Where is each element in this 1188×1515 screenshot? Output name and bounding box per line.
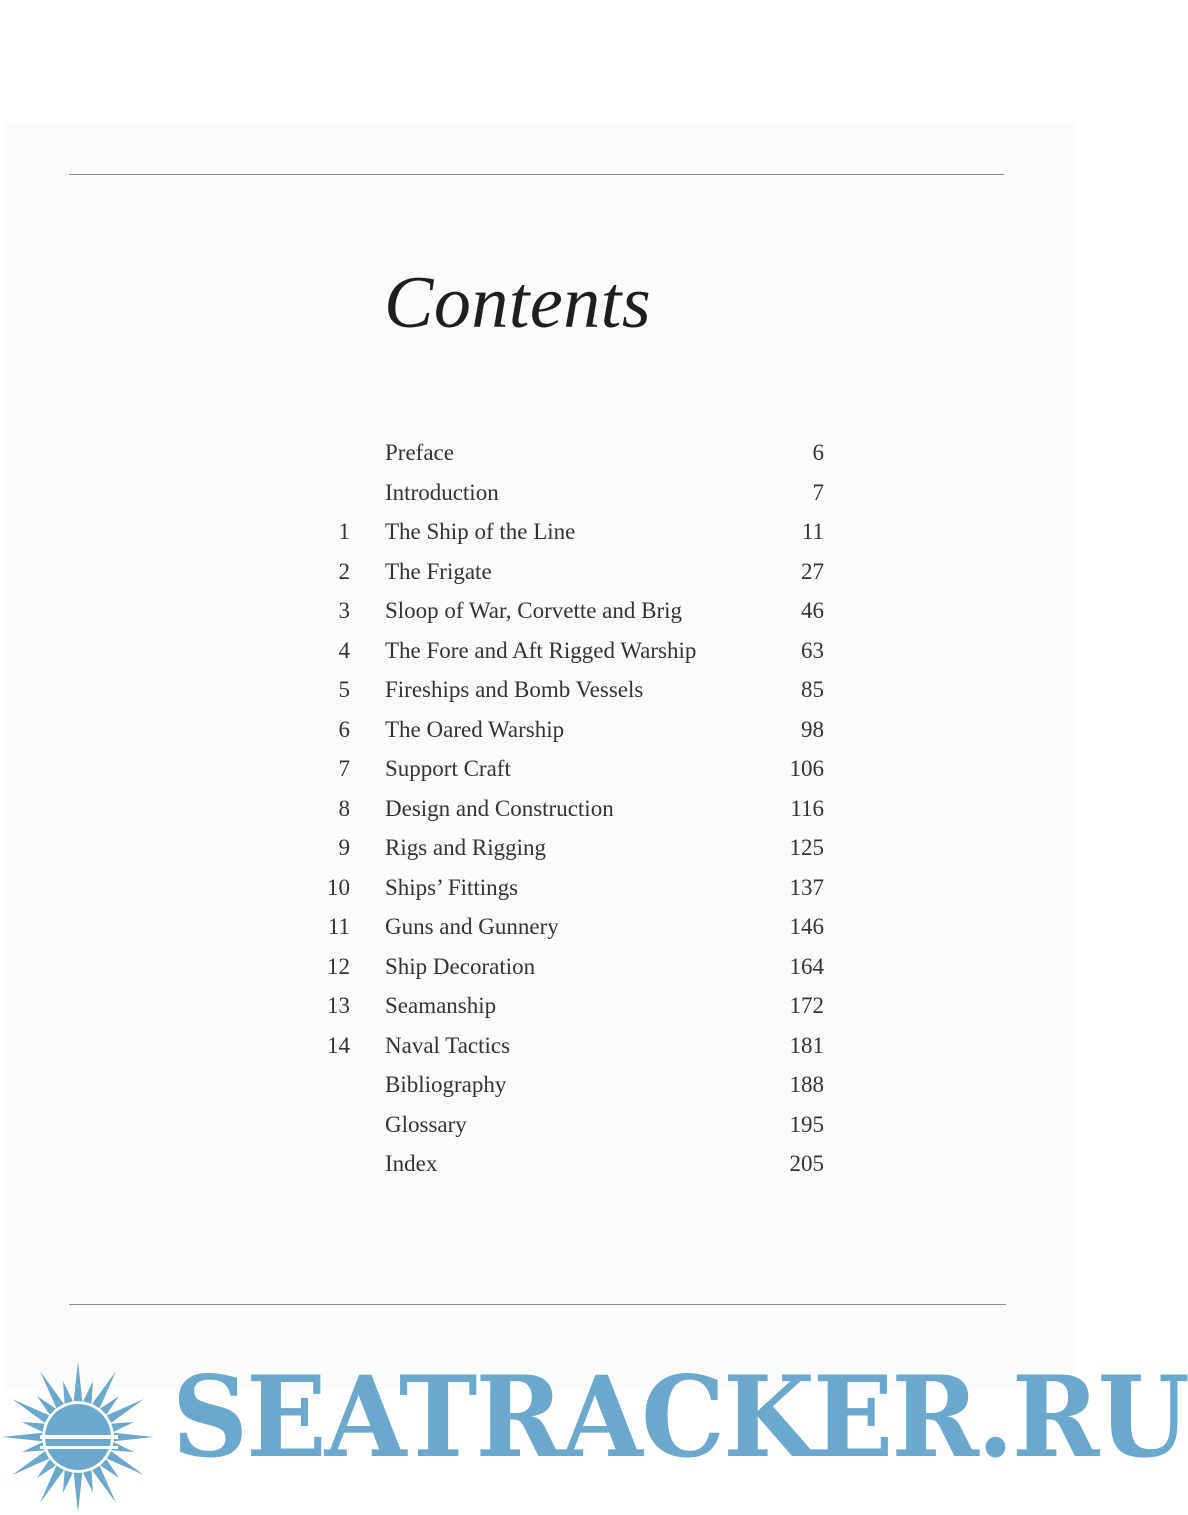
chapter-title: Seamanship [385, 993, 497, 1018]
page-number: 181 [789, 1032, 824, 1058]
sun-ray [74, 1473, 83, 1513]
chapter-title: Preface [385, 440, 454, 465]
watermark [0, 1353, 1188, 1515]
toc-entry[interactable] [300, 670, 830, 710]
toc-entry[interactable] [300, 749, 830, 789]
toc-entry[interactable] [300, 591, 830, 631]
chapter-title: Rigs and Rigging [385, 835, 547, 860]
chapter-title: Fireships and Bomb Vessels [385, 677, 644, 702]
page-title: Contents [384, 262, 652, 344]
chapter-title: Introduction [385, 479, 499, 505]
page-number: 6 [812, 440, 824, 465]
chapter-number: 6 [338, 716, 350, 742]
table-of-contents [300, 433, 830, 1184]
chapter-title: The Fore and Aft Rigged Warship [385, 637, 697, 663]
chapter-number: 11 [327, 914, 350, 939]
page-number: 172 [789, 993, 824, 1018]
toc-entry[interactable] [300, 433, 830, 473]
chapter-title: Guns and Gunnery [385, 914, 559, 939]
toc-entry[interactable] [300, 1026, 830, 1066]
chapter-number: 10 [327, 874, 350, 900]
chapter-number: 4 [338, 637, 350, 663]
page-number: 27 [801, 558, 824, 584]
chapter-title: Naval Tactics [385, 1032, 511, 1058]
chapter-number: 12 [327, 953, 350, 979]
chapter-number: 7 [338, 756, 350, 781]
sun-ray [111, 1422, 134, 1432]
sun-ray [2, 1433, 42, 1442]
chapter-title: Bibliography [385, 1072, 507, 1097]
page-number: 98 [801, 716, 824, 742]
chapter-number: 1 [338, 519, 350, 544]
chapter-title: Ship Decoration [385, 953, 536, 979]
chapter-title: Design and Construction [385, 795, 614, 821]
page-number: 205 [789, 1151, 824, 1176]
chapter-title: Glossary [385, 1111, 467, 1137]
toc-entry[interactable] [300, 473, 830, 513]
chapter-number: 5 [338, 677, 350, 702]
toc-entry[interactable] [300, 1144, 830, 1184]
chapter-title: The Oared Warship [385, 716, 565, 742]
page-number: 195 [789, 1111, 824, 1137]
toc-entry[interactable] [300, 552, 830, 592]
toc-entry[interactable] [300, 947, 830, 987]
page-number: 11 [801, 519, 824, 544]
page-number: 46 [801, 598, 824, 623]
chapter-number: 14 [327, 1032, 350, 1058]
chapter-title: The Frigate [385, 558, 492, 584]
sun-ray [83, 1381, 93, 1404]
page-number: 125 [789, 835, 824, 860]
sun-ray [114, 1433, 154, 1442]
toc-entry[interactable] [300, 789, 830, 829]
sun-ray [63, 1381, 73, 1404]
page-number: 7 [812, 479, 824, 505]
page-number: 164 [789, 953, 824, 979]
sun-ray [22, 1422, 45, 1432]
toc-entry[interactable] [300, 907, 830, 947]
chapter-title: Sloop of War, Corvette and Brig [385, 598, 683, 623]
page-number: 116 [790, 795, 824, 821]
chapter-number: 2 [338, 558, 350, 584]
page-number: 63 [801, 637, 824, 663]
page-number: 188 [789, 1072, 824, 1097]
top-rule [69, 174, 1004, 175]
toc-entry[interactable] [300, 512, 830, 552]
chapter-number: 3 [338, 598, 350, 623]
page-number: 106 [789, 756, 824, 781]
page-number: 146 [789, 914, 824, 939]
toc-entry[interactable] [300, 710, 830, 750]
toc-entry[interactable] [300, 1065, 830, 1105]
sun-ray [74, 1361, 83, 1401]
bottom-rule [69, 1304, 1006, 1305]
chapter-title: Index [385, 1151, 438, 1176]
sun-icon [0, 1357, 165, 1507]
chapter-title: The Ship of the Line [385, 519, 576, 544]
page-number: 137 [789, 874, 824, 900]
sun-ray [63, 1470, 73, 1493]
page-number: 85 [801, 677, 824, 702]
toc-entry[interactable] [300, 986, 830, 1026]
toc-entry[interactable] [300, 828, 830, 868]
chapter-title: Support Craft [385, 756, 511, 781]
chapter-title: Ships’ Fittings [385, 874, 519, 900]
toc-entry[interactable] [300, 1105, 830, 1145]
chapter-number: 9 [338, 835, 350, 860]
sun-ray [83, 1470, 93, 1493]
toc-entry[interactable] [300, 631, 830, 671]
chapter-number: 13 [327, 993, 350, 1018]
toc-entry[interactable] [300, 868, 830, 908]
chapter-number: 8 [338, 795, 350, 821]
watermark-text: SEATRACKER.RU [172, 1353, 1188, 1483]
